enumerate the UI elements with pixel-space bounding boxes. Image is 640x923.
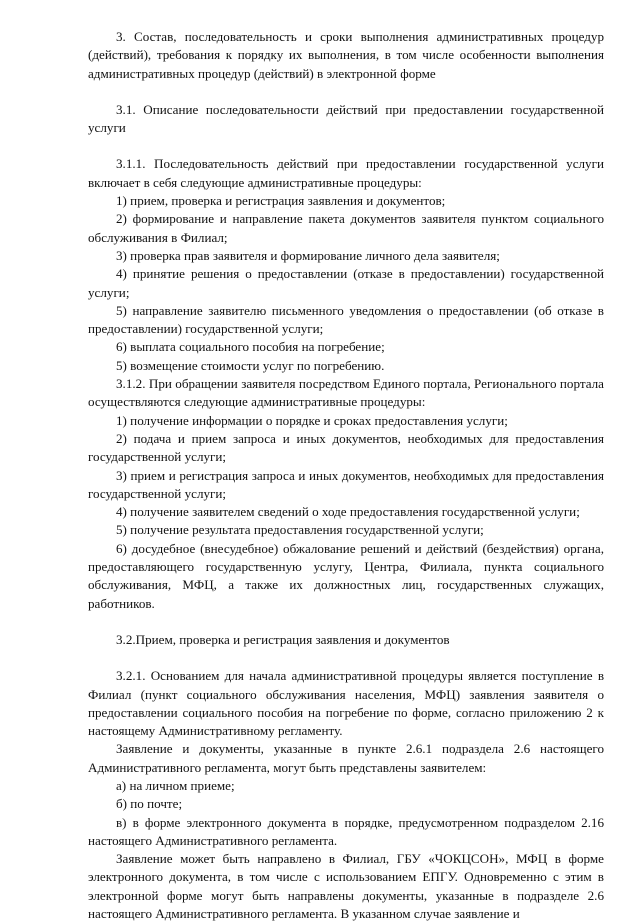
list-item: 5) получение результата предоставления государственной услуги; [116,522,484,538]
list-item: 6) досудебное (внесудебное) обжалование решений и действий (бездействия) органа, предоставляющего государственную услугу, Центра, Филиала, пункта социального обслуживания, МФЦ, а также их должностных лиц, государственных служащих, работников. [88,540,604,611]
subsection-heading-3-2: 3.2.Прием, проверка и регистрация заявления и документов [116,631,450,647]
list-item: 6) выплата социального пособия на погребение; [116,339,385,355]
list-item: в) в форме электронного документа в порядке, предусмотренном подразделом 2.16 настоящего Административного регламента. [88,814,604,848]
list-item: 5) возмещение стоимости услуг по погребению. [116,357,385,373]
paragraph: Заявление может быть направлено в Филиал, ГБУ «ЧОКЦСОН», МФЦ в форме электронного документа, в том числе с использованием ЕПГУ. Одновременно с этим в электронной форме могут быть направлены документы, указанные в подразделе 2.6 настоящего Административного регламента. В указанном случае заявление и [88,851,604,922]
list-item: а) на личном приеме; [116,777,235,793]
list-item: б) по почте; [116,796,183,812]
list-item: 4) получение заявителем сведений о ходе предоставления государственной услуги; [116,504,580,520]
list-item: 3) проверка прав заявителя и формирование личного дела заявителя; [116,247,500,263]
list-item: 4) принятие решения о предоставлении (отказе в предоставлении) государственной услуги; [88,266,604,300]
list-item: 1) получение информации о порядке и сроках предоставления услуги; [116,412,508,428]
list-item: 5) направление заявителю письменного уведомления о предоставлении (об отказе в предоставлении) государственной услуги; [88,302,604,337]
paragraph-3-2-1: 3.2.1. Основанием для начала административной процедуры является поступление в Филиал (пункт социального обслуживания населения, МФЦ) заявления заявителя о предоставлении социального пособия на погребение по форме, согласно приложению 2 к настоящему Административному регламенту. [88,668,604,739]
list-item: 3) прием и регистрация запроса и иных документов, необходимых для предоставления государственной услуги; [88,467,604,501]
section-heading-3: 3. Состав, последовательность и сроки выполнения административных процедур (действий), требования к порядку их выполнения, в том числе особенности выполнения административных процедур (действий) в электронной форме [88,29,604,81]
list-item: 2) подача и прием запроса и иных документов, необходимых для предоставления государственной услуги; [88,430,604,465]
paragraph-3-1-2: 3.1.2. При обращении заявителя посредством Единого портала, Регионального портала осуществляются следующие административные процедуры: [88,376,604,410]
subsection-heading-3-1: 3.1. Описание последовательности действий при предоставлении государственной услуги [88,101,604,136]
paragraph-3-1-1: 3.1.1. Последовательность действий при предоставлении государственной услуги включает в себя следующие административные процедуры: [88,156,604,190]
document-body [88,28,604,923]
paragraph: Заявление и документы, указанные в пункте 2.6.1 подраздела 2.6 настоящего Административного регламента, могут быть представлены заявителем: [88,741,604,775]
list-item: 2) формирование и направление пакета документов заявителя пунктом социального обслуживания в Филиал; [88,211,604,245]
list-item: 1) прием, проверка и регистрация заявления и документов; [116,193,446,209]
